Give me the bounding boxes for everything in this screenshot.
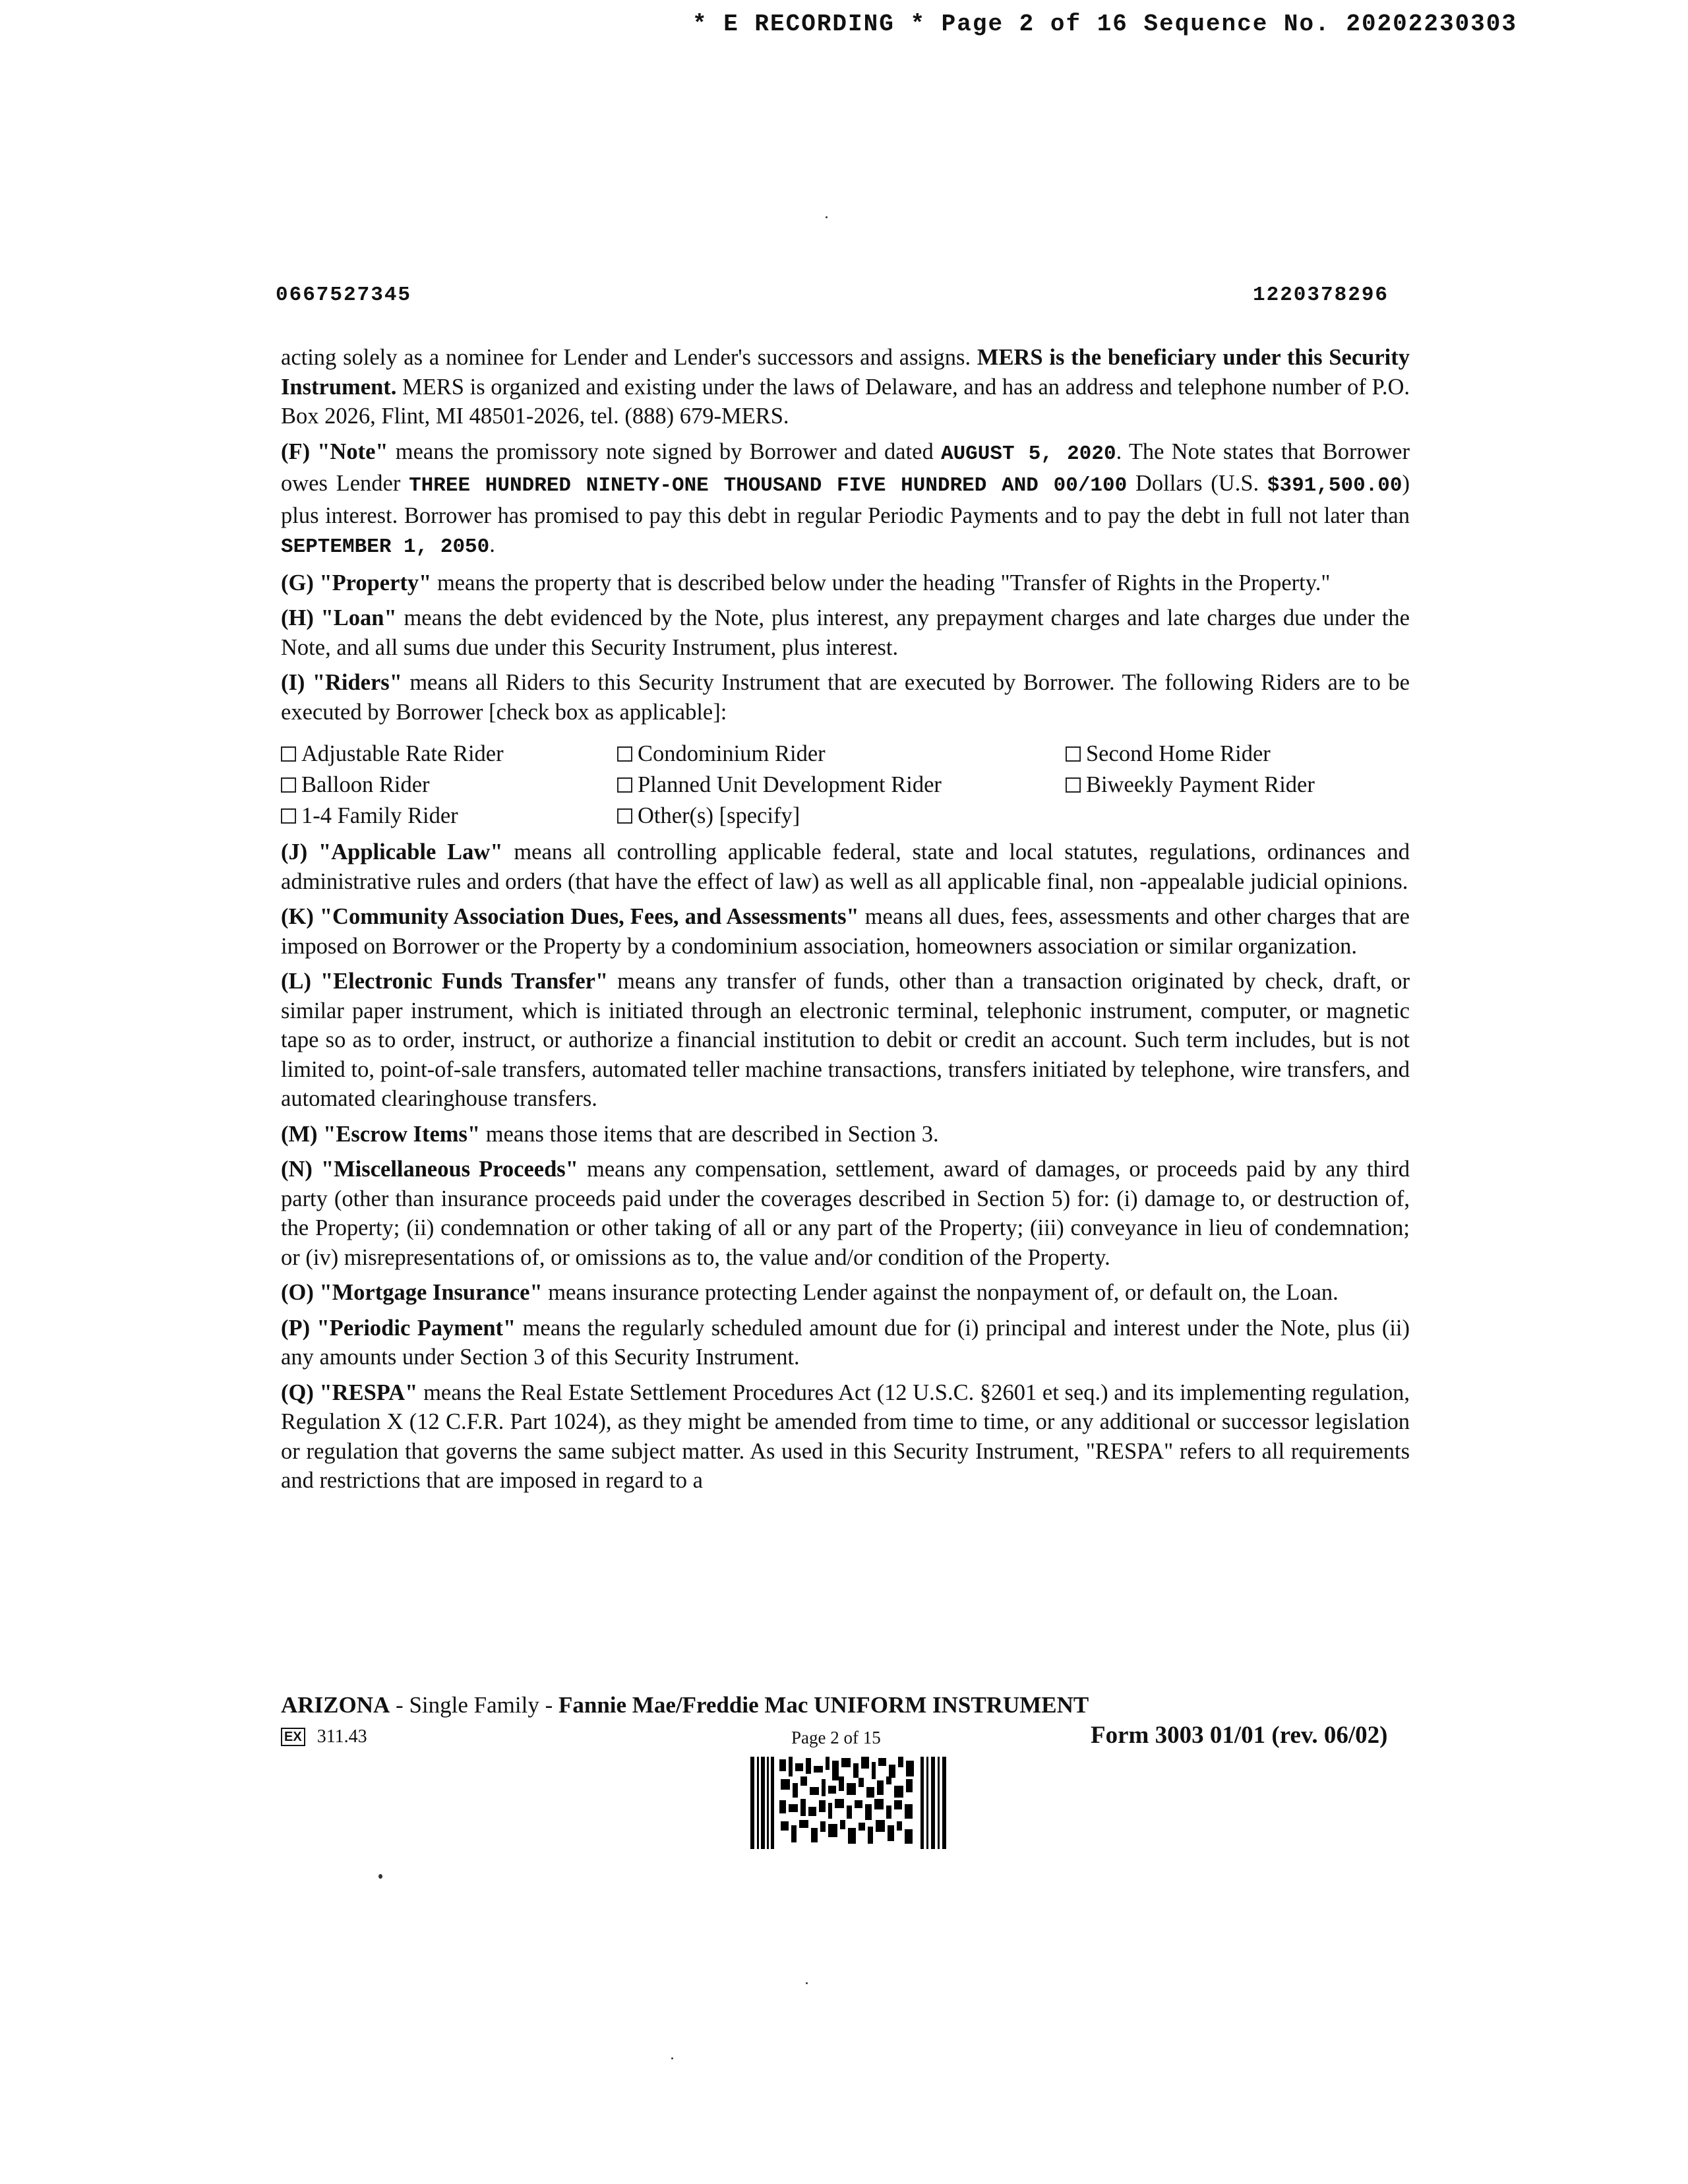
note-text: Dollars (U.S. — [1127, 471, 1267, 496]
loan-text: means the debt evidenced by the Note, plus interest, any prepayment charges and late charges due under the Note, and all sums due under this Security Instrument, plus interest. — [281, 605, 1410, 660]
definition-loan — [281, 603, 1410, 662]
recording-header: * E RECORDING * Page 2 of 16 Sequence No. 20202230303 — [692, 11, 1517, 38]
footer-separator: - Single Family - — [390, 1692, 558, 1718]
rider-1-4-family[interactable] — [281, 801, 617, 831]
definition-periodic-payment — [281, 1314, 1410, 1372]
rider-pud[interactable] — [617, 770, 1066, 800]
loan-number-left: 0667527345 — [276, 284, 412, 307]
rider-label: Condominium Rider — [638, 741, 826, 766]
term-property: (G) "Property" — [281, 570, 432, 595]
form-code: 311.43 — [316, 1726, 367, 1747]
definition-riders — [281, 668, 1410, 727]
checkbox-icon[interactable] — [1066, 777, 1081, 793]
term-eft: (L) "Electronic Funds Transfer" — [281, 969, 609, 994]
term-respa: (Q) "RESPA" — [281, 1380, 418, 1405]
scan-speck — [806, 1982, 808, 1984]
footer-state: ARIZONA — [281, 1692, 390, 1718]
definition-respa — [281, 1378, 1410, 1496]
ellie-mae-logo-icon: EX — [281, 1728, 305, 1746]
rider-label: 1-4 Family Rider — [301, 803, 458, 828]
rider-balloon[interactable] — [281, 770, 617, 800]
checkbox-icon[interactable] — [281, 808, 296, 824]
term-loan: (H) "Loan" — [281, 605, 397, 630]
scan-speck — [826, 216, 828, 218]
checkbox-icon[interactable] — [281, 746, 296, 762]
definition-escrow-items — [281, 1120, 1410, 1149]
rider-other[interactable] — [617, 801, 1066, 831]
term-periodic-payment: (P) "Periodic Payment" — [281, 1315, 516, 1341]
checkbox-icon[interactable] — [617, 746, 632, 762]
definition-mortgage-insurance — [281, 1278, 1410, 1308]
property-text: means the property that is described below under the heading "Transfer of Rights in the Property." — [431, 570, 1331, 595]
definition-misc-proceeds — [281, 1155, 1410, 1272]
term-riders: (I) "Riders" — [281, 670, 402, 695]
rider-label: Other(s) [specify] — [638, 803, 800, 828]
note-text: . The Note states that Borrower owes Lender — [281, 439, 1410, 496]
community-association-text: means all dues, fees, assessments and other charges that are imposed on Borrower or the Property by a condominium association, homeowners association or similar organization. — [281, 904, 1410, 959]
checkbox-icon[interactable] — [617, 808, 632, 824]
eft-text: means any transfer of funds, other than a transaction originated by check, draft, or similar paper instrument, which is initiated through an electronic terminal, telephonic instrument, computer, or magnetic tape so as to order, instruct, or authorize a financial institution to debit or credit an account. Such term includes, but is not limited to, point-of-sale transfers, automated teller machine transactions, transfers initiated by telephone, wire transfers, and automated clearinghouse transfers. — [281, 969, 1410, 1111]
rider-second-home[interactable] — [1066, 739, 1408, 769]
note-date: AUGUST 5, 2020 — [940, 442, 1116, 466]
rider-biweekly[interactable] — [1066, 770, 1408, 800]
footer-instrument-title — [281, 1692, 1089, 1718]
loan-amount-words: THREE HUNDRED NINETY-ONE THOUSAND FIVE HUNDRED AND 00/100 — [409, 474, 1128, 497]
term-applicable-law: (J) "Applicable Law" — [281, 839, 503, 864]
maturity-date: SEPTEMBER 1, 2050 — [281, 535, 490, 559]
definition-applicable-law — [281, 837, 1410, 896]
barcode-icon — [750, 1757, 948, 1849]
document-body — [281, 343, 1410, 1502]
rider-label: Biweekly Payment Rider — [1086, 772, 1315, 797]
term-misc-proceeds: (N) "Miscellaneous Proceeds" — [281, 1157, 578, 1182]
footer-form-code — [281, 1726, 367, 1747]
term-note: (F) "Note" — [281, 439, 388, 464]
definition-property — [281, 568, 1410, 598]
checkbox-icon[interactable] — [617, 777, 632, 793]
loan-amount: $391,500.00 — [1267, 474, 1402, 497]
applicable-law-text: means all controlling applicable federal, state and local statutes, regulations, ordinances and administrative rules and orders (that have the effect of law) as well as all applicable final, non -appealable judicial opinions. — [281, 839, 1410, 894]
footer-uniform-instrument: Fannie Mae/Freddie Mac UNIFORM INSTRUMENT — [558, 1692, 1089, 1718]
definition-note — [281, 437, 1410, 562]
periodic-payment-text: means the regularly scheduled amount due for (i) principal and interest under the Note, plus (ii) any amounts under Section 3 of this Security Instrument. — [281, 1315, 1410, 1370]
checkbox-icon[interactable] — [281, 777, 296, 793]
footer-page-number: Page 2 of 15 — [791, 1728, 881, 1747]
definition-community-association — [281, 902, 1410, 961]
rider-label: Planned Unit Development Rider — [638, 772, 942, 797]
rider-label: Balloon Rider — [301, 772, 430, 797]
rider-label: Second Home Rider — [1086, 741, 1271, 766]
rider-label: Adjustable Rate Rider — [301, 741, 504, 766]
note-text: ) plus interest. Borrower has promised to pay this debt in regular Periodic Payments and to pay the debt in full not later than — [281, 471, 1410, 528]
term-escrow-items: (M) "Escrow Items" — [281, 1121, 481, 1147]
misc-proceeds-text: means any compensation, settlement, award of damages, or proceeds paid by any third party (other than insurance proceeds paid under the coverages described in Section 5) for: (i) damage to, or destruction of, the Property; (ii) condemnation or other taking of all or any part of the Property; (iii) conveyance in lieu of condemnation; or (iv) misrepresentations of, or omissions as to, the value and/or condition of the Property. — [281, 1157, 1410, 1270]
note-text: means the promissory note signed by Borrower and dated — [388, 439, 941, 464]
mers-address-text: MERS is organized and existing under the laws of Delaware, and has an address and telephone number of P.O. Box 2026, Flint, MI 48501-2026, tel. (888) 679-MERS. — [281, 374, 1410, 429]
mers-beneficiary-statement: MERS is the beneficiary under this Security Instrument. — [281, 345, 1410, 400]
term-mortgage-insurance: (O) "Mortgage Insurance" — [281, 1280, 543, 1305]
scan-speck — [378, 1874, 382, 1879]
rider-condominium[interactable] — [617, 739, 1066, 769]
note-text: . — [489, 532, 495, 557]
mers-paragraph — [281, 343, 1410, 431]
scan-speck — [671, 2057, 673, 2059]
loan-number-right: 1220378296 — [1253, 284, 1389, 307]
term-community-association: (K) "Community Association Dues, Fees, and Assessments" — [281, 904, 859, 929]
rider-adjustable-rate[interactable] — [281, 739, 617, 769]
escrow-items-text: means those items that are described in Section 3. — [480, 1121, 939, 1147]
checkbox-icon[interactable] — [1066, 746, 1081, 762]
riders-text: means all Riders to this Security Instrument that are executed by Borrower. The following Riders are to be executed by Borrower [check box as applicable]: — [281, 670, 1410, 725]
footer-form-number: Form 3003 01/01 (rev. 06/02) — [1091, 1722, 1388, 1749]
definition-eft — [281, 967, 1410, 1114]
respa-text: means the Real Estate Settlement Procedures Act (12 U.S.C. §2601 et seq.) and its implementing regulation, Regulation X (12 C.F.R. Part 1024), as they might be amended from time to time, or any additional or successor legislation or regulation that governs the same subject matter. As used in this Security Instrument, "RESPA" refers to all requirements and restrictions that are imposed in regard to a — [281, 1380, 1410, 1493]
mers-text: acting solely as a nominee for Lender and Lender's successors and assigns. — [281, 345, 977, 370]
mortgage-insurance-text: means insurance protecting Lender against the nonpayment of, or default on, the Loan. — [542, 1280, 1339, 1305]
riders-checklist — [281, 739, 1410, 831]
